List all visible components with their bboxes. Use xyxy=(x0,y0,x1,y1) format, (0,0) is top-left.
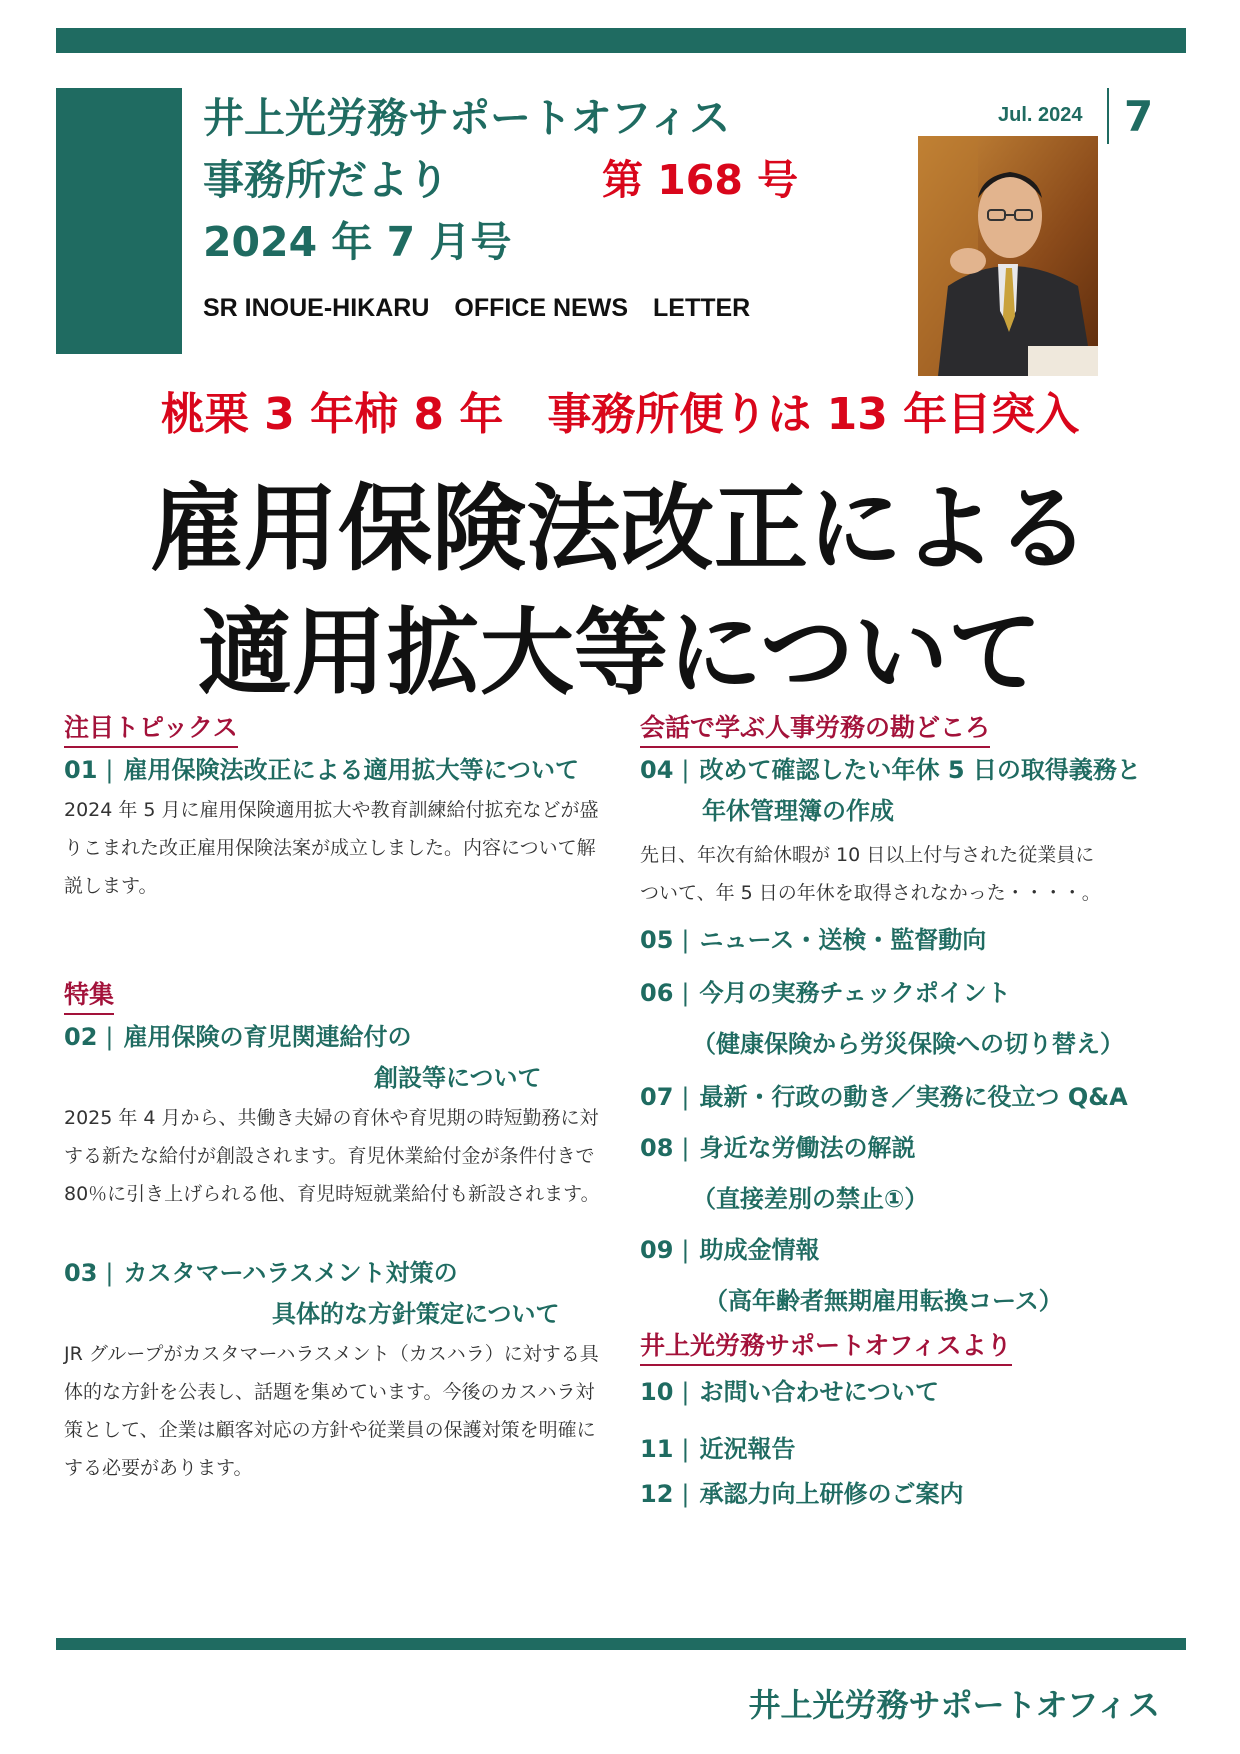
item-separator: | xyxy=(681,979,690,1007)
item-separator: | xyxy=(105,1023,114,1051)
item-title: 今月の実務チェックポイント xyxy=(699,979,1011,1007)
item-number: 10 xyxy=(640,1378,674,1406)
left-column xyxy=(64,708,604,1487)
toc-item-09[interactable] xyxy=(640,1230,1180,1271)
item-separator: | xyxy=(681,926,690,954)
right-column xyxy=(640,708,1180,1515)
item-number: 05 xyxy=(640,926,674,954)
toc-item-11[interactable] xyxy=(640,1429,1180,1470)
section-heading-from-office: 井上光労務サポートオフィスより xyxy=(640,1326,1012,1366)
item-separator: | xyxy=(681,1435,690,1463)
item-06-subtitle: （健康保険から労災保険への切り替え） xyxy=(692,1030,1124,1058)
item-title: 身近な労働法の解説 xyxy=(699,1134,916,1162)
issue-month: 7 xyxy=(1124,92,1154,141)
item-number: 01 xyxy=(64,756,98,784)
item-title: 雇用保険の育児関連給付の xyxy=(123,1023,412,1051)
section-heading-hr-dialogue: 会話で学ぶ人事労務の勘どころ xyxy=(640,708,990,748)
item-number: 07 xyxy=(640,1083,674,1111)
item-title: お問い合わせについて xyxy=(699,1378,940,1406)
item-number: 03 xyxy=(64,1259,98,1287)
toc-item-12[interactable] xyxy=(640,1474,1180,1515)
item-separator: | xyxy=(105,756,114,784)
item-separator: | xyxy=(105,1259,114,1287)
issue-date: Jul. 2024 xyxy=(998,104,1083,126)
item-title: 最新・行政の動き／実務に役立つ Q&A xyxy=(699,1083,1128,1111)
item-title: ニュース・送検・監督動向 xyxy=(699,926,987,954)
section-heading-topics: 注目トピックス xyxy=(64,708,238,748)
toc-item-07[interactable] xyxy=(640,1077,1180,1118)
section-heading-feature: 特集 xyxy=(64,975,114,1015)
main-title-line1: 雇用保険法改正による xyxy=(149,475,1090,584)
author-portrait xyxy=(918,136,1098,376)
item-number: 02 xyxy=(64,1023,98,1051)
toc-item-01[interactable] xyxy=(64,750,604,791)
item-01-description: 2024 年 5 月に雇用保険適用拡大や教育訓練給付拡充などが盛りこまれた改正雇用保険法案が成立しました。内容について解説します。 xyxy=(64,799,599,897)
item-03-description: JR グループがカスタマーハラスメント（カスハラ）に対する具体的な方針を公表し、話題を集めています。今後のカスハラ対策として、企業は顧客対応の方針や従業員の保護対策を明確にする必要があります。 xyxy=(64,1343,599,1479)
item-separator: | xyxy=(681,1236,690,1264)
top-bar xyxy=(56,28,1186,53)
item-number: 06 xyxy=(640,979,674,1007)
item-number: 04 xyxy=(640,756,674,784)
item-title: 承認力向上研修のご案内 xyxy=(699,1480,964,1508)
footer-office-name: 井上光労務サポートオフィス xyxy=(748,1686,1160,1724)
item-number: 11 xyxy=(640,1435,674,1463)
item-separator: | xyxy=(681,1134,690,1162)
item-03-title-line2: 具体的な方針策定について xyxy=(272,1300,560,1328)
item-04-title-line2: 年休管理簿の作成 xyxy=(702,797,894,825)
item-02-description: 2025 年 4 月から、共働き夫婦の育休や育児期の時短勤務に対する新たな給付が創設されます。育児休業給付金が条件付きで 80％に引き上げられる他、育児時短就業給付も新設されます。 xyxy=(64,1107,600,1205)
office-name: 井上光労務サポートオフィス xyxy=(203,94,731,142)
item-title: 助成金情報 xyxy=(699,1236,820,1264)
bottom-bar xyxy=(56,1638,1186,1650)
item-title: カスタマーハラスメント対策の xyxy=(123,1259,458,1287)
item-separator: | xyxy=(681,1378,690,1406)
subtitle-banner: 桃栗 3 年柿 8 年 事務所便りは 13 年目突入 xyxy=(160,389,1080,440)
item-separator: | xyxy=(681,1083,690,1111)
toc-item-05[interactable] xyxy=(640,920,1180,961)
toc-item-02[interactable] xyxy=(64,1017,604,1058)
edition: 2024 年 7 月号 xyxy=(203,218,512,266)
item-02-title-line2: 創設等について xyxy=(374,1064,542,1092)
item-separator: | xyxy=(681,1480,690,1508)
toc-item-10[interactable] xyxy=(640,1372,1180,1413)
toc-item-06[interactable] xyxy=(640,973,1180,1014)
item-08-subtitle: （直接差別の禁止①） xyxy=(692,1185,929,1213)
item-title: 改めて確認したい年休 5 日の取得義務と xyxy=(699,756,1141,784)
main-title-line2: 適用拡大等について xyxy=(197,599,1043,708)
item-title: 雇用保険法改正による適用拡大等について xyxy=(123,756,580,784)
header-accent-block xyxy=(56,88,182,354)
item-number: 12 xyxy=(640,1480,674,1508)
newsletter-title: 事務所だより xyxy=(203,156,449,204)
item-04-description-line2: ついて、年 5 日の年休を取得されなかった・・・・。 xyxy=(640,882,1101,904)
toc-item-08[interactable] xyxy=(640,1128,1180,1169)
date-divider xyxy=(1107,88,1109,144)
toc-item-04[interactable] xyxy=(640,750,1180,791)
toc-item-03[interactable] xyxy=(64,1253,604,1294)
item-number: 09 xyxy=(640,1236,674,1264)
portrait-image xyxy=(918,136,1098,376)
item-number: 08 xyxy=(640,1134,674,1162)
english-title: SR INOUE-HIKARU OFFICE NEWS LETTER xyxy=(203,294,751,322)
item-separator: | xyxy=(681,756,690,784)
item-09-subtitle: （高年齢者無期雇用転換コース） xyxy=(704,1287,1063,1315)
item-04-description-line1: 先日、年次有給休暇が 10 日以上付与された従業員に xyxy=(640,844,1095,866)
issue-number: 第 168 号 xyxy=(602,156,799,204)
item-title: 近況報告 xyxy=(699,1435,796,1463)
